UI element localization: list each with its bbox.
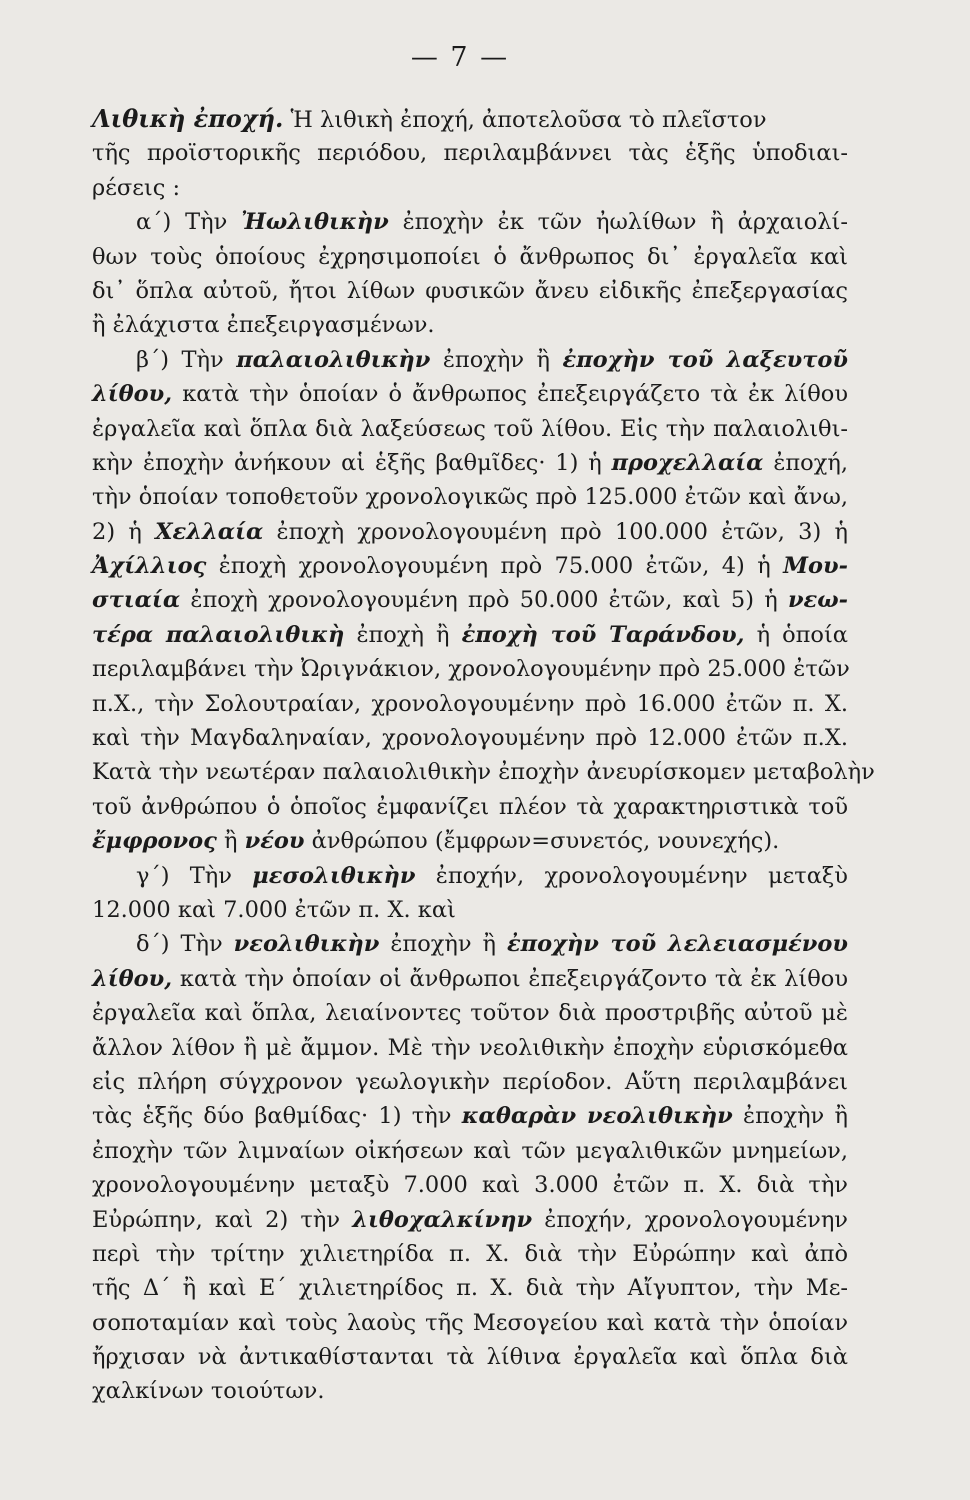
text-line <box>92 274 848 308</box>
emphasized-term: καθαρὰν νεολιθικὴν <box>461 1103 733 1130</box>
emphasized-term: νεολιθικὴν <box>233 931 380 958</box>
emphasized-term: προχελλαία <box>611 449 764 476</box>
text-span: περιλαμβάνει τὴν Ὠριγνάκιον, χρονολογουμένην πρὸ 25.000 ἐτῶν <box>92 656 850 683</box>
text-span: κατὰ τὴν ὁποίαν ὁ ἄνθρωπος ἐπεξειργάζετο τὰ ἐκ λίθου <box>172 381 848 408</box>
text-span: τὰς ἑξῆς δύο βαθμίδας· 1) τὴν <box>92 1103 462 1130</box>
text-line <box>92 618 848 652</box>
text-line <box>92 583 848 617</box>
text-line <box>92 962 848 996</box>
text-span: ρέσεις : <box>92 174 181 201</box>
emphasized-term: παλαιολιθικὴν <box>236 346 431 373</box>
text-span: ἐποχήν, χρονολογουμένην μεταξὺ <box>415 862 848 889</box>
text-span: χαλκίνων τοιούτων. <box>92 1378 325 1405</box>
emphasized-term: Ἀχίλλιος <box>92 553 207 580</box>
text-span: ἐποχὴν τῶν λιμναίων οἰκήσεων καὶ τῶν μεγαλιθικῶν μνημείων, <box>92 1137 848 1164</box>
emphasized-term: Ἠωλιθικὴν <box>241 209 389 236</box>
text-span: ἐποχὴ χρονολογουμένη πρὸ 100.000 ἐτῶν, 3) ἡ <box>263 518 848 545</box>
text-line <box>92 1099 848 1133</box>
emphasized-term: λιθοχαλκίνην <box>352 1206 533 1233</box>
text-span: εἰς πλήρη σύγχρονον γεωλογικὴν περίοδον. Αὕτη περιλαμβάνει <box>92 1068 848 1095</box>
text-span: γ΄) Τὴν <box>136 862 253 889</box>
text-span: Ἡ λιθικὴ ἐποχή, ἀποτελοῦσα τὸ πλεῖστον <box>283 107 767 133</box>
text-line <box>92 1271 848 1305</box>
text-line <box>92 1168 848 1202</box>
text-line <box>92 102 848 136</box>
text-span: ἐποχή, <box>763 449 848 476</box>
text-line <box>92 824 848 858</box>
text-span: κὴν ἐποχὴν ἀνήκουν αἱ ἑξῆς βαθμῖδες· 1) ἡ <box>92 449 612 476</box>
emphasized-term: λίθου, <box>92 965 173 992</box>
text-span: κατὰ τὴν ὁποίαν οἱ ἄνθρωποι ἐπεξειργάζοντο τὰ ἐκ λίθου <box>172 965 848 992</box>
emphasized-term: μεσολιθικὴν <box>252 862 416 889</box>
text-span: δι᾿ ὅπλα αὐτοῦ, ἤτοι λίθων φυσικῶν ἄνευ εἰδικῆς ἐπεξεργασίας <box>92 277 848 304</box>
emphasized-term: ἐποχὴν τοῦ λαξευτοῦ <box>562 346 849 373</box>
text-span: ἐποχὴ ἢ <box>344 621 462 648</box>
text-span: ἐποχὴν ἢ <box>379 931 507 958</box>
text-line <box>92 515 848 549</box>
text-span: ἐποχὴν ἢ <box>430 346 563 373</box>
emphasized-term: ἔμφρονος <box>92 828 217 855</box>
text-span: σοποταμίαν καὶ τοὺς λαοὺς τῆς Μεσογείου καὶ κατὰ τὴν ὁποίαν <box>92 1309 848 1336</box>
text-span: ἤρχισαν νὰ ἀντικαθίστανται τὰ λίθινα ἐργαλεῖα καὶ ὅπλα διὰ <box>92 1344 848 1371</box>
text-span: καὶ τὴν Μαγδαληναίαν, χρονολογουμένην πρὸ 12.000 ἐτῶν π.Χ. <box>92 725 848 752</box>
text-line <box>92 343 848 377</box>
text-span: ἐποχὴν ἢ <box>732 1103 849 1130</box>
text-span: ἐποχὴν ἐκ τῶν ἠωλίθων ἢ ἀρχαιολί- <box>388 209 848 236</box>
text-span: τὴν ὁποίαν τοποθετοῦν χρονολογικῶς πρὸ 125.000 ἐτῶν καὶ ἄνω, <box>92 484 848 511</box>
text-line <box>92 240 848 274</box>
text-span: θων τοὺς ὁποίους ἐχρησιμοποίει ὁ ἄνθρωπος δι᾿ ἐργαλεῖα καὶ <box>92 243 848 270</box>
emphasized-term: στιαία <box>92 587 181 614</box>
text-span: 2) ἡ <box>92 518 156 545</box>
text-line <box>92 205 848 239</box>
emphasized-term: ἐποχὴν τοῦ λελειασμένου <box>506 931 848 958</box>
text-line <box>92 1306 848 1340</box>
text-line <box>92 996 848 1030</box>
page-number: — 7 — <box>410 42 510 73</box>
text-line <box>92 136 848 170</box>
text-line <box>92 480 848 514</box>
text-span: ἡ ὁποία <box>744 621 848 648</box>
text-line <box>92 687 848 721</box>
section-heading: Λιθικὴ ἐποχή. <box>92 104 284 133</box>
text-span: β΄) Τὴν <box>136 346 237 373</box>
text-line <box>92 859 848 893</box>
text-span: ἐργαλεῖα καὶ ὅπλα διὰ λαξεύσεως τοῦ λίθου. Εἰς τὴν παλαιολιθι- <box>92 415 848 442</box>
text-span: δ΄) Τὴν <box>136 931 234 958</box>
text-line <box>92 1374 848 1408</box>
text-span: τῆς Δ΄ ἢ καὶ Ε΄ χιλιετηρίδος π. Χ. διὰ τὴν Αἴγυπτον, τὴν Με- <box>92 1275 848 1302</box>
emphasized-term: Μου- <box>783 553 848 580</box>
text-span: π.Χ., τὴν Σολουτραίαν, χρονολογουμένην πρὸ 16.000 ἐτῶν π. Χ. <box>92 690 848 717</box>
text-line <box>92 446 848 480</box>
text-span: ἐργαλεῖα καὶ ὅπλα, λειαίνοντες τοῦτον διὰ προστριβῆς αὐτοῦ μὲ <box>92 1000 848 1027</box>
text-line <box>92 721 848 755</box>
text-span: ἀνθρώπου (ἔμφρων=συνετός, νουνεχής). <box>304 828 780 855</box>
text-line <box>92 308 848 342</box>
text-span: ἄλλον λίθον ἢ μὲ ἄμμον. Μὲ τὴν νεολιθικὴν ἐποχὴν εὑρισκόμεθα <box>92 1034 848 1061</box>
text-span: ἢ ἐλάχιστα ἐπεξειργασμένων. <box>92 312 435 339</box>
emphasized-term: νέου <box>244 828 305 855</box>
emphasized-term: τέρα παλαιολιθικὴ <box>92 621 345 648</box>
document-body <box>92 102 875 1409</box>
emphasized-term: Χελλαία <box>155 518 264 545</box>
text-line <box>92 377 848 411</box>
text-span: 12.000 καὶ 7.000 ἐτῶν π. Χ. καὶ <box>92 896 456 923</box>
text-line <box>92 652 848 686</box>
text-line <box>92 1237 848 1271</box>
text-line <box>92 893 848 927</box>
text-line <box>92 412 848 446</box>
text-span: περὶ τὴν τρίτην χιλιετηρίδα π. Χ. διὰ τὴν Εὐρώπην καὶ ἀπὸ <box>92 1240 848 1267</box>
text-span: ἐποχὴ χρονολογουμένη πρὸ 50.000 ἐτῶν, καὶ 5) ἡ <box>180 587 788 614</box>
text-line <box>92 790 848 824</box>
text-line <box>92 171 848 205</box>
text-span: ἢ <box>216 828 245 855</box>
text-span: τῆς προϊστορικῆς περιόδου, περιλαμβάννει τὰς ἑξῆς ὑποδιαι- <box>92 140 848 167</box>
text-line <box>92 1065 848 1099</box>
emphasized-term: ἐποχὴ τοῦ Ταράνδου, <box>461 621 745 648</box>
text-span: ἐποχὴ χρονολογουμένη πρὸ 75.000 ἐτῶν, 4) ἡ <box>206 553 784 580</box>
emphasized-term: νεω- <box>787 587 848 614</box>
text-line <box>92 755 875 789</box>
text-span: τοῦ ἀνθρώπου ὁ ὁποῖος ἐμφανίζει πλέον τὰ χαρακτηριστικὰ τοῦ <box>92 793 848 820</box>
text-line <box>92 927 848 961</box>
text-span: χρονολογουμένην μεταξὺ 7.000 καὶ 3.000 ἐτῶν π. Χ. διὰ τὴν <box>92 1172 848 1199</box>
emphasized-term: λίθου, <box>92 381 173 408</box>
text-span: ἐποχήν, χρονολογουμένην <box>532 1206 848 1233</box>
text-span: α΄) Τὴν <box>136 209 242 236</box>
text-line <box>92 1340 848 1374</box>
text-span: Εὐρώπην, καὶ 2) τὴν <box>92 1206 353 1233</box>
text-line <box>92 1031 848 1065</box>
text-line <box>92 549 848 583</box>
text-line <box>92 1134 848 1168</box>
text-span: Κατὰ τὴν νεωτέραν παλαιολιθικὴν ἐποχὴν ἀνευρίσκομεν μεταβολὴν <box>92 759 875 786</box>
text-line <box>92 1203 848 1237</box>
